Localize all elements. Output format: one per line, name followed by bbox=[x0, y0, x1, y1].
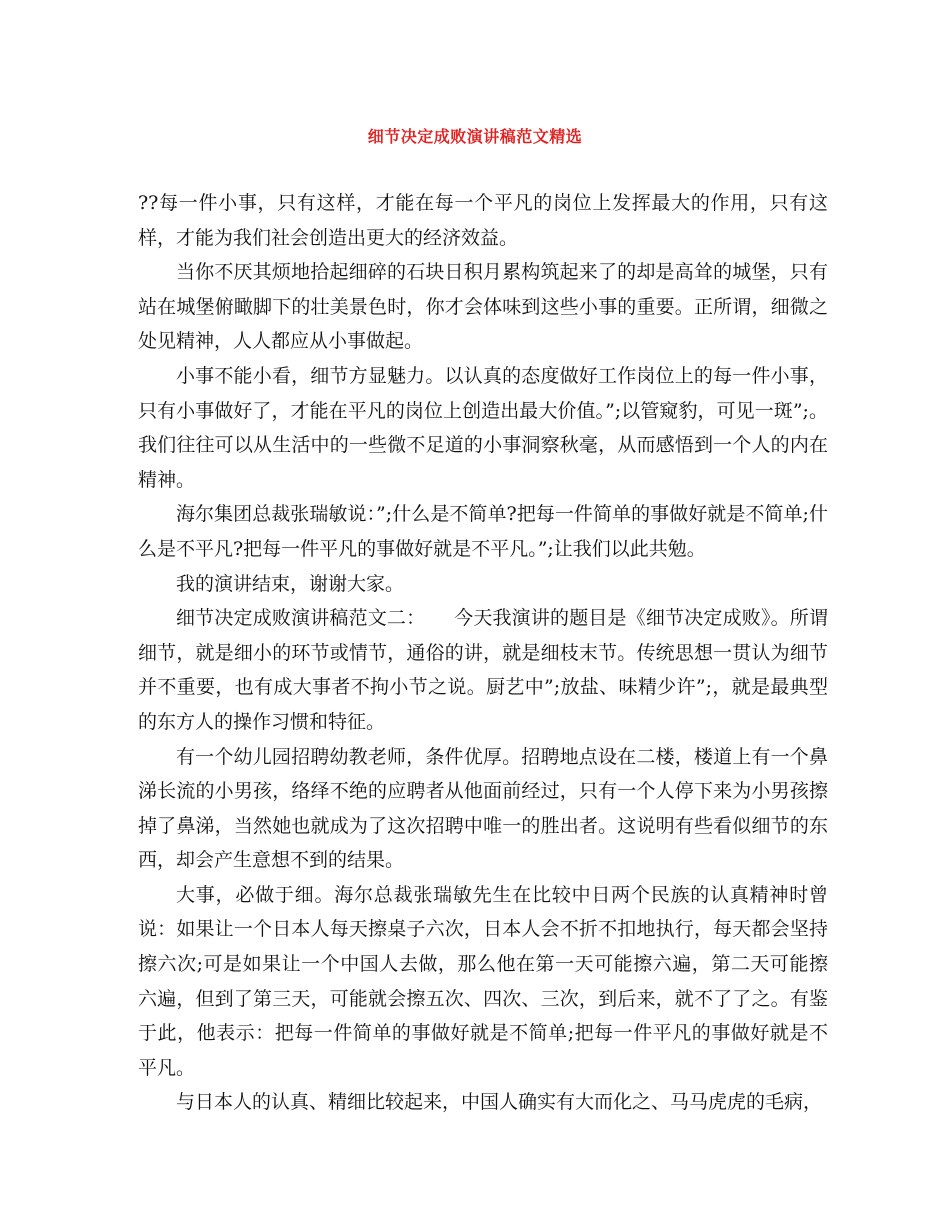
paragraph-comparison: 与日本人的认真、精细比较起来，中国人确实有大而化之、马马虎虎的毛病， bbox=[176, 1091, 823, 1114]
paragraph-japan-china: 大事，必做于细。海尔总裁张瑞敏先生在比较中日两个民族的认真精神时曾说：如果让一个日本人每天擦桌子六次，日本人会不折不扣地执行，每天都会坚持擦六次;可是如果让一个中国人去做，那么他在第一天可能擦六遍，第二天可能擦六遍，但到了第三天，可能就会擦五次、四次、三次，到后来，就不了了之。有鉴于此，他表示：把每一件简单的事做好就是不简单;把每一件平凡的事做好就是不平凡。 bbox=[138, 883, 828, 1079]
paragraph-kindergarten-story: 有一个幼儿园招聘幼教老师，条件优厚。招聘地点设在二楼，楼道上有一个鼻涕长流的小男孩，络绎不绝的应聘者从他面前经过，只有一个人停下来为小男孩擦掉了鼻涕，当然她也就成为了这次招聘中唯一的胜出者。这说明有些看似细节的东西，却会产生意想不到的结果。 bbox=[138, 745, 828, 872]
paragraph-castle: 当你不厌其烦地拾起细碎的石块日积月累构筑起来了的却是高耸的城堡，只有站在城堡俯瞰脚下的壮美景色时，你才会体味到这些小事的重要。正所谓，细微之处见精神，人人都应从小事做起。 bbox=[138, 261, 828, 353]
paragraph-small-things: 小事不能小看，细节方显魅力。以认真的态度做好工作岗位上的每一件小事，只有小事做好了，才能在平凡的岗位上创造出最大价值。”;以管窥豹，可见一斑”;。我们往往可以从生活中的一些微不足道的小事洞察秋毫，从而感悟到一个人的内在精神。 bbox=[138, 364, 828, 491]
paragraph-closing: 我的演讲结束，谢谢大家。 bbox=[176, 572, 405, 595]
document-title: 细节决定成败演讲稿范文精选 bbox=[367, 127, 583, 146]
document-body bbox=[138, 186, 828, 1120]
paragraph-haier-quote: 海尔集团总裁张瑞敏说：”;什么是不简单?把每一件简单的事做好就是不简单;什么是不平凡?把每一件平凡的事做好就是不平凡。”;让我们以此共勉。 bbox=[138, 503, 828, 560]
paragraph-speech-two-intro: 细节决定成败演讲稿范文二： 今天我演讲的题目是《细节决定成败》。所谓细节，就是细小的环节或情节，通俗的讲，就是细枝末节。传统思想一贯认为细节并不重要，也有成大事者不拘小节之说。厨艺中”;放盐、味精少许”;，就是最典型的东方人的操作习惯和特征。 bbox=[138, 607, 828, 733]
paragraph-continuation: ??每一件小事，只有这样，才能在每一个平凡的岗位上发挥最大的作用，只有这样，才能为我们社会创造出更大的经济效益。 bbox=[138, 192, 828, 249]
